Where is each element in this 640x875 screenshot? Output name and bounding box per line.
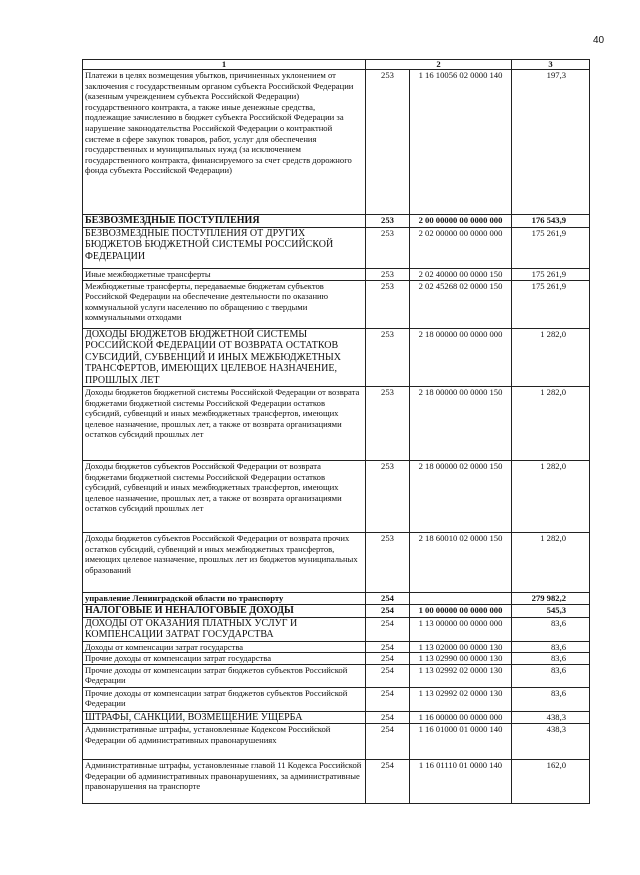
row-code: 2 18 00000 00 0000 000	[410, 328, 512, 387]
row-admin: 254	[366, 605, 410, 618]
row-admin: 253	[366, 70, 410, 215]
table-row	[83, 70, 590, 215]
row-name: ШТРАФЫ, САНКЦИИ, ВОЗМЕЩЕНИЕ УЩЕРБА	[83, 711, 366, 724]
row-amount: 175 261,9	[512, 280, 590, 328]
table-row	[83, 461, 590, 533]
row-admin: 254	[366, 593, 410, 605]
row-name: Доходы бюджетов субъектов Российской Федерации от возврата прочих остатков субсидий, субвенций и иных межбюджетных трансфертов, имеющих целевое назначение, прошлых лет из бюджетов муниципальных образований	[83, 533, 366, 593]
row-code: 1 13 02992 02 0000 130	[410, 687, 512, 711]
row-admin: 254	[366, 641, 410, 653]
header-col-1: 1	[83, 60, 366, 70]
header-col-2: 2	[366, 60, 512, 70]
row-amount: 83,6	[512, 641, 590, 653]
row-amount: 176 543,9	[512, 215, 590, 228]
table-row	[83, 760, 590, 804]
table-row	[83, 711, 590, 724]
row-name: ДОХОДЫ БЮДЖЕТОВ БЮДЖЕТНОЙ СИСТЕМЫ РОССИЙСКОЙ ФЕДЕРАЦИИ ОТ ВОЗВРАТА ОСТАТКОВ СУБСИДИЙ, СУБВЕНЦИЙ И ИНЫХ МЕЖБЮДЖЕТНЫХ ТРАНСФЕРТОВ, ИМЕЮЩИХ ЦЕЛЕВОЕ НАЗНАЧЕНИЕ, ПРОШЛЫХ ЛЕТ	[83, 328, 366, 387]
table-header-row	[83, 60, 590, 70]
row-code: 1 16 01110 01 0000 140	[410, 760, 512, 804]
table-row	[83, 724, 590, 760]
row-name: Административные штрафы, установленные главой 11 Кодекса Российской Федерации об административных правонарушениях, за административные правонарушения на транспорте	[83, 760, 366, 804]
row-code: 2 02 00000 00 0000 000	[410, 227, 512, 268]
table-row	[83, 215, 590, 228]
row-code: 1 16 00000 00 0000 000	[410, 711, 512, 724]
row-admin: 253	[366, 268, 410, 280]
table-row	[83, 593, 590, 605]
row-amount: 197,3	[512, 70, 590, 215]
table-row	[83, 641, 590, 653]
row-name: Доходы от компенсации затрат государства	[83, 641, 366, 653]
table-row	[83, 387, 590, 461]
row-amount: 545,3	[512, 605, 590, 618]
row-admin: 254	[366, 617, 410, 641]
row-admin: 253	[366, 533, 410, 593]
row-admin: 253	[366, 461, 410, 533]
row-code: 1 16 10056 02 0000 140	[410, 70, 512, 215]
row-name: Административные штрафы, установленные Кодексом Российской Федерации об административных правонарушениях	[83, 724, 366, 760]
row-amount: 438,3	[512, 711, 590, 724]
row-name: Иные межбюджетные трансферты	[83, 268, 366, 280]
row-code: 2 00 00000 00 0000 000	[410, 215, 512, 228]
row-code: 1 16 01000 01 0000 140	[410, 724, 512, 760]
row-amount: 83,6	[512, 664, 590, 687]
row-admin: 254	[366, 760, 410, 804]
row-admin: 253	[366, 387, 410, 461]
row-amount: 1 282,0	[512, 387, 590, 461]
row-name: Прочие доходы от компенсации затрат бюджетов субъектов Российской Федерации	[83, 687, 366, 711]
page-number: 40	[593, 35, 605, 46]
row-amount: 83,6	[512, 653, 590, 665]
row-code: 1 13 02990 00 0000 130	[410, 653, 512, 665]
row-name: Прочие доходы от компенсации затрат государства	[83, 653, 366, 665]
row-code: 2 02 45268 02 0000 150	[410, 280, 512, 328]
table-row	[83, 280, 590, 328]
row-code: 1 13 02000 00 0000 130	[410, 641, 512, 653]
row-admin: 253	[366, 227, 410, 268]
table-row	[83, 328, 590, 387]
row-code: 1 00 00000 00 0000 000	[410, 605, 512, 618]
row-admin: 254	[366, 687, 410, 711]
row-name: ДОХОДЫ ОТ ОКАЗАНИЯ ПЛАТНЫХ УСЛУГ И КОМПЕНСАЦИИ ЗАТРАТ ГОСУДАРСТВА	[83, 617, 366, 641]
row-amount: 1 282,0	[512, 328, 590, 387]
row-code: 2 02 40000 00 0000 150	[410, 268, 512, 280]
row-amount: 162,0	[512, 760, 590, 804]
row-admin: 254	[366, 724, 410, 760]
row-amount: 1 282,0	[512, 533, 590, 593]
row-code: 2 18 00000 00 0000 150	[410, 387, 512, 461]
revenue-table	[82, 59, 590, 804]
row-amount: 83,6	[512, 617, 590, 641]
table-row	[83, 687, 590, 711]
row-name: Платежи в целях возмещения убытков, причиненных уклонением от заключения с государственным органом субъекта Российской Федерации (казенным учреждением субъекта Российской Федерации) государственного контракта, а также иные денежные средства, подлежащие зачислению в бюджет субъекта Российской Федерации за нарушение законодательства Российской Федерации о контрактной системе в сфере закупок товаров, работ, услуг для обеспечения государственных и муниципальных нужд (за исключением государственного контракта, финансируемого за счет средств дорожного фонда субъекта Российской Федерации)	[83, 70, 366, 215]
table-row	[83, 617, 590, 641]
row-admin: 253	[366, 215, 410, 228]
row-amount: 175 261,9	[512, 268, 590, 280]
row-name: Прочие доходы от компенсации затрат бюджетов субъектов Российской Федерации	[83, 664, 366, 687]
table-row	[83, 533, 590, 593]
row-amount: 279 982,2	[512, 593, 590, 605]
row-code	[410, 593, 512, 605]
row-name: НАЛОГОВЫЕ И НЕНАЛОГОВЫЕ ДОХОДЫ	[83, 605, 366, 618]
row-name: Доходы бюджетов бюджетной системы Российской Федерации от возврата бюджетами бюджетной системы Российской Федерации остатков субсидий, субвенций и иных межбюджетных трансфертов, имеющих целевое назначение, прошлых лет, а также от возврата организациями остатков субсидий прошлых лет	[83, 387, 366, 461]
row-code: 1 13 02992 02 0000 130	[410, 664, 512, 687]
row-amount: 1 282,0	[512, 461, 590, 533]
header-col-3: 3	[512, 60, 590, 70]
row-amount: 175 261,9	[512, 227, 590, 268]
row-admin: 254	[366, 711, 410, 724]
row-code: 2 18 60010 02 0000 150	[410, 533, 512, 593]
table-row	[83, 227, 590, 268]
table-row	[83, 653, 590, 665]
row-amount: 83,6	[512, 687, 590, 711]
table-row	[83, 605, 590, 618]
table-row	[83, 664, 590, 687]
row-admin: 253	[366, 328, 410, 387]
row-admin: 254	[366, 664, 410, 687]
row-admin: 254	[366, 653, 410, 665]
row-code: 2 18 00000 02 0000 150	[410, 461, 512, 533]
row-name: Доходы бюджетов субъектов Российской Федерации от возврата бюджетами бюджетной системы Российской Федерации остатков субсидий, субвенций и иных межбюджетных трансфертов, имеющих целевое назначение, прошлых лет, а также от возврата организациями остатков субсидий прошлых лет	[83, 461, 366, 533]
row-admin: 253	[366, 280, 410, 328]
row-code: 1 13 00000 00 0000 000	[410, 617, 512, 641]
row-name: БЕЗВОЗМЕЗДНЫЕ ПОСТУПЛЕНИЯ	[83, 215, 366, 228]
row-name: БЕЗВОЗМЕЗДНЫЕ ПОСТУПЛЕНИЯ ОТ ДРУГИХ БЮДЖЕТОВ БЮДЖЕТНОЙ СИСТЕМЫ РОССИЙСКОЙ ФЕДЕРАЦИИ	[83, 227, 366, 268]
row-amount: 438,3	[512, 724, 590, 760]
row-name: Межбюджетные трансферты, передаваемые бюджетам субъектов Российской Федерации на обеспечение деятельности по оказанию коммунальной услуги населению по обращению с твердыми коммунальными отходами	[83, 280, 366, 328]
row-name: управление Ленинградской области по транспорту	[83, 593, 366, 605]
table-row	[83, 268, 590, 280]
